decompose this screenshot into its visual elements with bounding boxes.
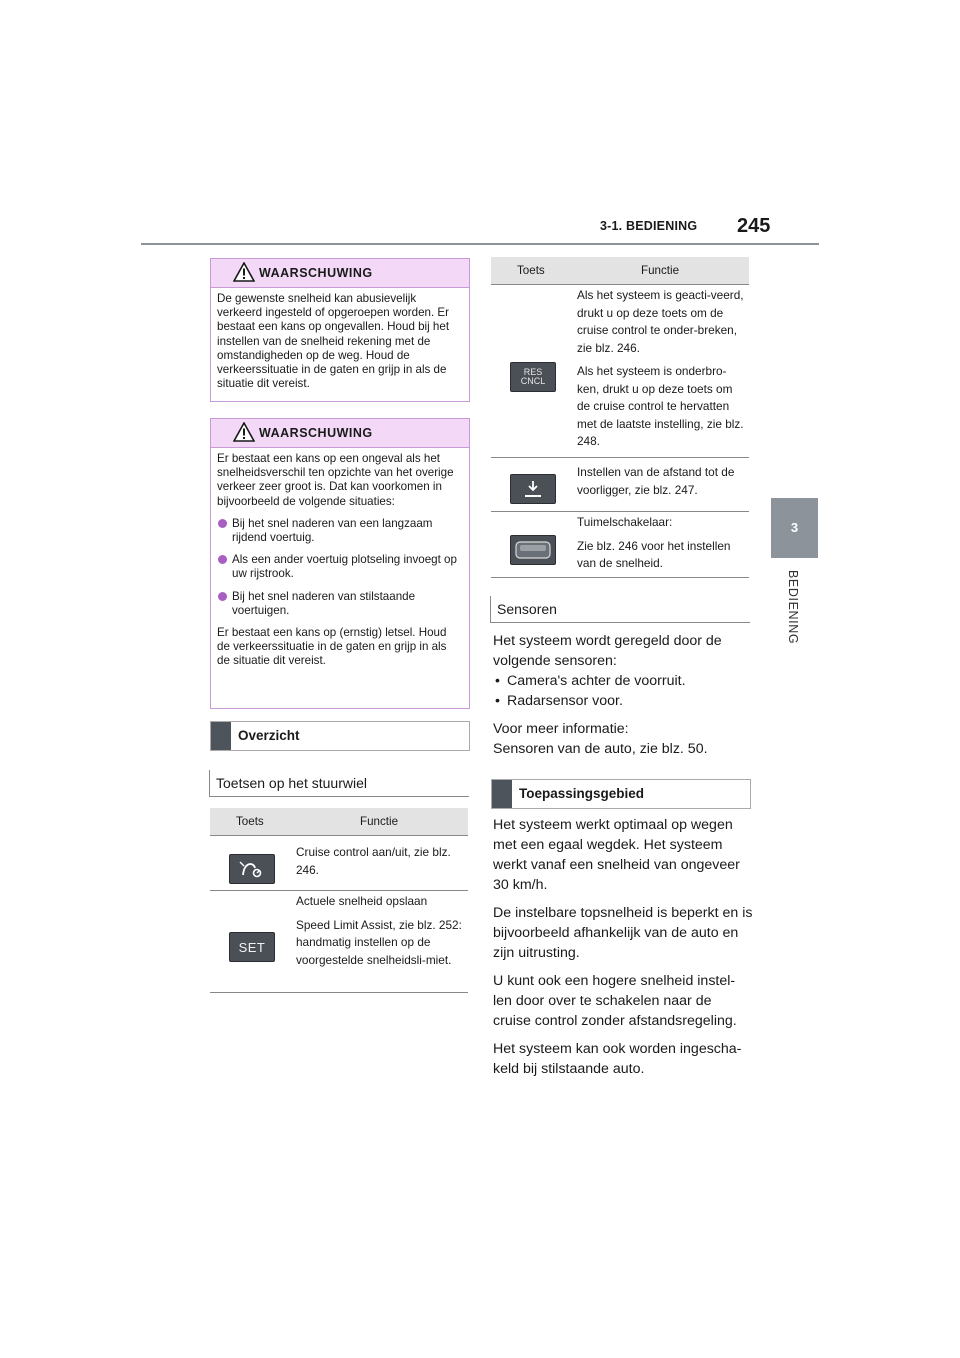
cruise-control-icon [229, 854, 275, 884]
table-row [491, 285, 749, 458]
warning-bullet: Bij het snel naderen van stilstaande voertuigen. [217, 590, 459, 618]
warning-bullet: Bij het snel naderen van een langzaam rijdend voertuig. [217, 517, 459, 545]
paragraph: De instelbare topsnelheid is beperkt en is bijvoorbeeld afhankelijk van de auto en zijn uitrusting. [493, 905, 753, 961]
chapter-tab: 3 [771, 498, 818, 558]
row-text: Als het systeem is onderbro-ken, drukt u op deze toets om de cruise control te hervatten met de laatste instelling, zie blz. 248. [577, 364, 744, 448]
warning-triangle-icon [233, 422, 255, 442]
keys-table-left [210, 808, 468, 993]
warning-bullet: Als een ander voertuig plotseling invoegt op uw rijstrook. [217, 553, 459, 581]
row-text: Speed Limit Assist, zie blz. 252: handmatig instellen op de voorgestelde snelheidsli-miet. [296, 917, 462, 967]
row-text: Als het systeem is geacti-veerd, drukt u op deze toets om de cruise control te onder-breken, zie blz. 246. [577, 288, 744, 355]
section-heading-application: Toepassingsgebied [491, 779, 751, 809]
more-info-reference: Sensoren van de auto, zie blz. 50. [493, 741, 708, 757]
sensors-text [493, 631, 753, 759]
bullet-dot-icon [218, 519, 227, 528]
distance-key-icon [510, 474, 556, 504]
section-heading-overview: Overzicht [210, 721, 470, 751]
warning-text: De gewenste snelheid kan abusievelijk verkeerd ingesteld of opgeroepen worden. Er bestaat een kans op ongevallen. Houd bij het instellen van de snelheid rekening met de omstandigheden op de weg. Houd de verkeerssituatie in de gaten en grijp in als de situatie dit vereist. [217, 292, 450, 391]
list-item: • Radarsensor voor. [493, 691, 753, 711]
warning-outro: Er bestaat een kans op (ernstig) letsel. Houd de verkeerssituatie in de gaten en grijp in als de situatie dit vereist. [217, 626, 447, 668]
keys-table-right [491, 257, 749, 578]
application-text [493, 815, 753, 1087]
subheading-sensors: Sensoren [490, 596, 750, 623]
warning-title: WAARSCHUWING [259, 426, 373, 440]
subheading-steering-keys: Toetsen op het stuurwiel [209, 770, 469, 797]
warning-box-1 [210, 258, 470, 402]
warning-intro: Er bestaat een kans op een ongeval als het snelheidsverschil ten opzichte van het overige verkeer zeer groot is. Dat kan voorkomen in bijvoorbeeld de volgende situaties: [217, 452, 454, 508]
row-text: Instellen van de afstand tot de voorligger, zie blz. 247. [577, 465, 735, 497]
row-text: Cruise control aan/uit, zie blz. 246. [296, 845, 451, 877]
bullet-dot-icon [218, 592, 227, 601]
row-text: Tuimelschakelaar: [577, 515, 673, 529]
page-number: 245 [737, 215, 771, 237]
paragraph: U kunt ook een hogere snelheid instel-len door over te schakelen naar de cruise control zonder afstandsregeling. [493, 973, 737, 1029]
paragraph: Het systeem kan ook worden ingescha-keld bij stilstaande auto. [493, 1041, 742, 1077]
table-row [491, 458, 749, 512]
set-key-icon: SET [229, 932, 275, 962]
more-info-label: Voor meer informatie: [493, 721, 629, 737]
warning-header [211, 259, 469, 288]
table-row [210, 891, 468, 993]
warning-header [211, 419, 469, 448]
bullet-dot-icon [218, 555, 227, 564]
row-text: Actuele snelheid opslaan [296, 894, 428, 908]
section-title: 3-1. BEDIENING [600, 219, 698, 233]
warning-title: WAARSCHUWING [259, 266, 373, 280]
warning-box-2 [210, 418, 470, 709]
res-cncl-key-icon: RES CNCL [510, 362, 556, 392]
paragraph: Het systeem werkt optimaal op wegen met een egaal wegdek. Het systeem werkt vanaf een snelheid van ongeveer 30 km/h. [493, 817, 740, 893]
list-item: • Camera's achter de voorruit. [493, 671, 753, 691]
chapter-label: BEDIENING [786, 570, 800, 645]
warning-triangle-icon [233, 262, 255, 282]
table-row [491, 512, 749, 578]
rocker-switch-icon [510, 535, 556, 565]
table-row [210, 836, 468, 891]
row-text: Zie blz. 246 voor het instellen van de snelheid. [577, 538, 731, 570]
table-header: Toets Functie [210, 808, 468, 836]
sensors-intro: Het systeem wordt geregeld door de volgende sensoren: [493, 633, 722, 669]
table-header: Toets Functie [491, 257, 749, 285]
header-rule [141, 243, 819, 245]
